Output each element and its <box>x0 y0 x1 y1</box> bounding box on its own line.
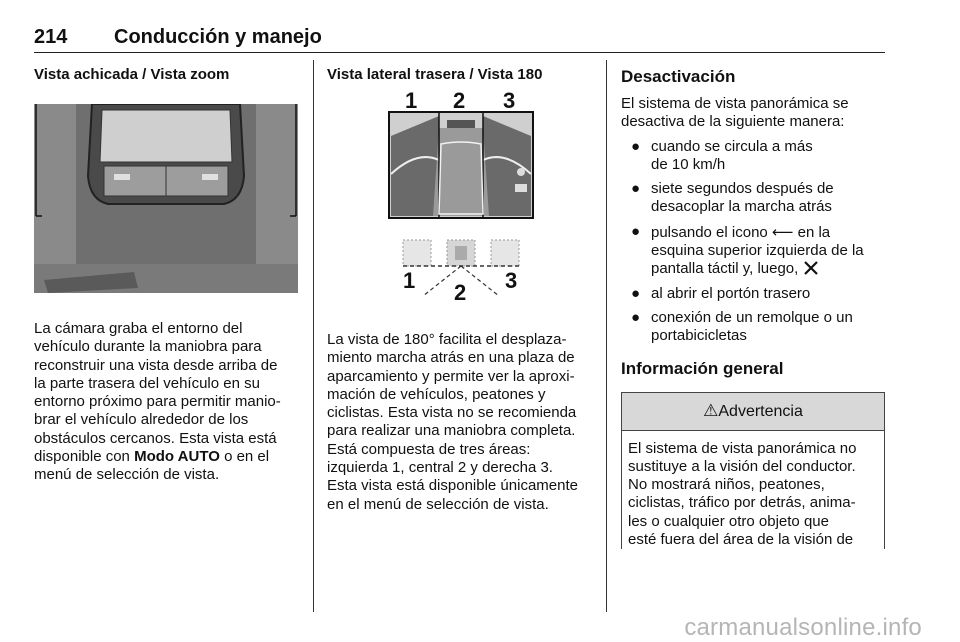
list-item <box>621 138 885 175</box>
text-line: Esta vista está disponible únicamente <box>327 477 578 495</box>
area-label-2-diagram: 2 <box>454 280 467 305</box>
text-line: El sistema de vista panorámica se <box>621 95 849 112</box>
section-heading-deactivation: Desactivación <box>621 67 736 86</box>
column-1 <box>34 66 298 485</box>
warning-icon: ⚠ <box>703 400 719 421</box>
text-line: La vista de 180° facilita el desplaza- <box>327 331 567 348</box>
text-line: vehículo durante la maniobra para <box>34 338 262 356</box>
list-item <box>621 180 885 217</box>
page-header <box>34 26 885 53</box>
text-line: cuando se circula a más <box>651 137 813 155</box>
bullet-icon: ● <box>631 137 641 155</box>
text-line: El sistema de vista panorámica no <box>628 439 857 457</box>
chapter-title: Conducción y manejo <box>114 26 322 48</box>
bullet-icon: ● <box>631 180 641 198</box>
text-line: No mostrará niños, peatones, <box>628 476 825 494</box>
section-heading-180: Vista lateral trasera / Vista 180 <box>327 66 543 83</box>
text-fragment: en la <box>793 223 831 241</box>
text-line: aparcamiento y permite ver la aproxi- <box>327 367 575 385</box>
text-line: reconstruir una vista desde arriba de <box>34 356 278 374</box>
bullet-icon: ● <box>631 308 641 326</box>
text-line: sustituye a la visión del conductor. <box>628 457 856 475</box>
text-line: ciclistas. Esta vista no se recomienda <box>327 404 577 422</box>
view-180-figure <box>327 90 595 303</box>
text-line: ciclistas, tráfico por detrás, anima- <box>628 494 856 512</box>
text-fragment: pulsando el icono <box>651 223 772 241</box>
section-heading-general-info: Información general <box>621 358 784 378</box>
text-line: siete segundos después de <box>651 180 834 198</box>
warning-body <box>622 431 884 550</box>
deactivation-list <box>621 138 885 346</box>
text-fragment: disponible con <box>34 448 135 466</box>
text-line: en el menú de selección de vista. <box>327 495 549 513</box>
text-line <box>34 448 298 466</box>
text-line: al abrir el portón trasero <box>651 284 811 302</box>
column-divider <box>313 60 314 612</box>
area-label-3-diagram: 3 <box>505 268 518 293</box>
text-line: mación de vehículos, peatones y <box>327 385 546 403</box>
text-line: de 10 km/h <box>651 155 726 173</box>
text-line: esté fuera del área de la visión de <box>628 531 854 549</box>
warning-header <box>622 393 884 431</box>
watermark: carmanualsonline.info <box>684 614 922 641</box>
zoom-paragraph <box>34 320 298 485</box>
area-label-3: 3 <box>503 88 516 113</box>
column-3 <box>621 66 885 549</box>
page-number: 214 <box>34 26 68 48</box>
bullet-icon: ● <box>631 284 641 302</box>
text-line: izquierda 1, central 2 y derecha 3. <box>327 459 553 477</box>
text-line: conexión de un remolque o un <box>651 308 853 326</box>
text-line: desacoplar la marcha atrás <box>651 198 832 216</box>
list-item <box>621 309 885 346</box>
text-fragment: o en el <box>219 448 270 466</box>
bullet-icon: ● <box>631 222 641 240</box>
text-line <box>651 223 885 242</box>
text-line <box>651 260 885 278</box>
text-line: la parte trasera del vehículo en su <box>34 374 260 392</box>
text-line: Está compuesta de tres áreas: <box>327 440 531 458</box>
text-line: entorno próximo para permitir manio- <box>34 393 281 411</box>
text-line: obstáculos cercanos. Esta vista está <box>34 429 277 447</box>
area-label-1-diagram: 1 <box>403 268 416 293</box>
section-heading-zoom: Vista achicada / Vista zoom <box>34 66 230 83</box>
text-fragment: pantalla táctil y, luego, <box>651 260 803 278</box>
text-line: La cámara graba el entorno del <box>34 320 243 337</box>
warning-title: Advertencia <box>718 402 803 420</box>
warning-box <box>621 392 885 550</box>
deactivation-intro <box>621 95 885 132</box>
back-arrow-icon: ⟵ <box>771 222 794 241</box>
text-line: para realizar una maniobra completa. <box>327 422 576 440</box>
area-label-1: 1 <box>405 88 418 113</box>
text-line: esquina superior izquierda de la <box>651 242 864 260</box>
zoom-view-figure <box>34 104 298 293</box>
text-line: desactiva de la siguiente manera: <box>621 113 845 131</box>
column-divider <box>606 60 607 612</box>
mode-auto-label: Modo AUTO <box>134 448 220 466</box>
text-line: miento marcha atrás en una plaza de <box>327 349 575 367</box>
list-item <box>621 223 885 279</box>
text-line: menú de selección de vista. <box>34 466 220 484</box>
column-2 <box>327 66 595 514</box>
close-icon <box>804 261 818 275</box>
text-line: brar el vehículo alrededor de los <box>34 411 249 429</box>
list-item <box>621 285 885 303</box>
view-180-paragraph <box>327 331 595 514</box>
area-label-2: 2 <box>453 88 466 113</box>
text-line: portabicicletas <box>651 327 747 345</box>
text-line: les o cualquier otro objeto que <box>628 512 829 530</box>
